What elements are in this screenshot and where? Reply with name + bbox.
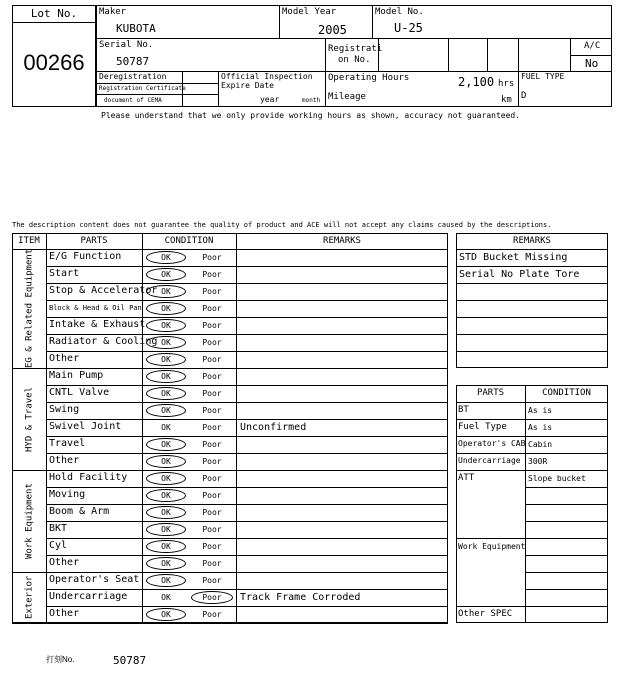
serial-value: 50787 bbox=[116, 55, 150, 68]
ok-selected-circle bbox=[146, 574, 186, 587]
poor-option[interactable]: Poor bbox=[202, 338, 222, 347]
col-remarks: REMARKS bbox=[323, 236, 361, 246]
part-label: Undercarriage bbox=[49, 591, 128, 602]
stamp-label: 打刻No. bbox=[46, 655, 75, 664]
ok-selected-circle bbox=[146, 557, 186, 570]
poor-option[interactable]: Poor bbox=[202, 508, 222, 517]
ok-selected-circle bbox=[146, 251, 186, 264]
part-label: Travel bbox=[49, 438, 86, 449]
divider bbox=[96, 83, 218, 84]
ok-selected-circle bbox=[146, 506, 186, 519]
poor-option[interactable]: Poor bbox=[202, 423, 222, 432]
divider bbox=[525, 521, 608, 522]
ac-label: A/C bbox=[584, 41, 601, 51]
col-item: ITEM bbox=[18, 236, 40, 246]
model-year-label: Model Year bbox=[282, 7, 337, 17]
serial-label: Serial No. bbox=[99, 40, 154, 50]
ok-option[interactable]: OK bbox=[161, 440, 171, 449]
ok-option[interactable]: OK bbox=[161, 338, 171, 347]
ok-selected-circle bbox=[146, 319, 186, 332]
ok-option[interactable]: OK bbox=[161, 287, 171, 296]
other-spec-label: Other SPEC bbox=[458, 609, 513, 619]
divider bbox=[456, 317, 608, 318]
poor-option[interactable]: Poor bbox=[202, 270, 222, 279]
divider bbox=[96, 38, 612, 39]
year-label: year bbox=[260, 95, 280, 104]
divider bbox=[46, 283, 448, 284]
divider bbox=[570, 38, 571, 71]
poor-option[interactable]: Poor bbox=[202, 406, 222, 415]
ok-selected-circle bbox=[146, 404, 186, 417]
lot-number: 00266 bbox=[23, 50, 85, 75]
divider bbox=[236, 233, 237, 623]
poor-option[interactable]: Poor bbox=[202, 491, 222, 500]
divider bbox=[12, 368, 448, 369]
model-no-value: U-25 bbox=[394, 21, 423, 35]
divider bbox=[372, 5, 373, 38]
ok-option[interactable]: OK bbox=[161, 457, 171, 466]
poor-option[interactable]: Poor bbox=[202, 440, 222, 449]
divider bbox=[46, 233, 47, 623]
poor-option[interactable]: Poor bbox=[202, 525, 222, 534]
divider bbox=[46, 538, 448, 539]
divider bbox=[456, 334, 608, 335]
divider bbox=[46, 419, 448, 420]
fuel-value: As is bbox=[528, 423, 553, 432]
ok-selected-circle bbox=[146, 336, 186, 349]
poor-option[interactable]: Poor bbox=[202, 287, 222, 296]
divider bbox=[456, 351, 608, 352]
poor-option[interactable]: Poor bbox=[202, 610, 222, 619]
cab-value: Cabin bbox=[528, 440, 553, 449]
divider bbox=[525, 572, 608, 573]
part-label: Start bbox=[49, 268, 80, 279]
inspection-label: Expire Date bbox=[221, 81, 274, 90]
part-label: Main Pump bbox=[49, 370, 104, 381]
poor-selected-circle bbox=[191, 591, 233, 604]
poor-option[interactable]: Poor bbox=[202, 593, 222, 602]
lot-label: Lot No. bbox=[30, 7, 78, 20]
ok-option[interactable]: OK bbox=[161, 270, 171, 279]
maker-label: Maker bbox=[99, 7, 127, 17]
part-label: Block & Head & Oil Pan bbox=[49, 304, 142, 312]
group-label: HYD & Travel bbox=[24, 386, 35, 452]
ok-selected-circle bbox=[146, 302, 186, 315]
fuel-type-value: D bbox=[521, 91, 527, 101]
divider bbox=[46, 266, 448, 267]
ok-selected-circle bbox=[146, 523, 186, 536]
divider bbox=[456, 538, 608, 539]
divider bbox=[46, 487, 448, 488]
ok-option[interactable]: OK bbox=[161, 576, 171, 585]
hours-notice: Please understand that we only provide working hours as shown, accuracy not guaranteed. bbox=[101, 111, 521, 120]
remarks-header: REMARKS bbox=[513, 236, 551, 246]
divider bbox=[46, 504, 448, 505]
att-label: ATT bbox=[458, 473, 475, 483]
att-value: Slope bucket bbox=[528, 474, 586, 483]
part-label: Other bbox=[49, 608, 80, 619]
remark-text: Unconfirmed bbox=[240, 422, 307, 433]
divider bbox=[12, 22, 96, 23]
operating-hours-label: Operating Hours bbox=[328, 73, 410, 83]
ok-selected-circle bbox=[146, 472, 186, 485]
col-parts: PARTS bbox=[80, 236, 108, 246]
ok-option[interactable]: OK bbox=[161, 406, 171, 415]
poor-option[interactable]: Poor bbox=[202, 355, 222, 364]
divider bbox=[46, 436, 448, 437]
poor-option[interactable]: Poor bbox=[202, 304, 222, 313]
ok-option[interactable]: OK bbox=[161, 423, 171, 432]
ok-option[interactable]: OK bbox=[161, 304, 171, 313]
work-equipment-label: Work Equipment bbox=[458, 542, 526, 551]
registration-label: Registrati bbox=[328, 44, 383, 54]
divider bbox=[525, 555, 608, 556]
divider bbox=[456, 436, 608, 437]
divider bbox=[46, 317, 448, 318]
month-label: month bbox=[302, 97, 321, 104]
divider bbox=[46, 402, 448, 403]
divider bbox=[46, 351, 448, 352]
km-unit: km bbox=[501, 95, 512, 105]
divider bbox=[46, 606, 448, 607]
ok-option[interactable]: OK bbox=[161, 253, 171, 262]
disclaimer: The description content does not guarantee the quality of product and ACE will not accept any claims caused by the descriptions. bbox=[12, 221, 552, 229]
divider bbox=[46, 334, 448, 335]
under-label: Undercarriage bbox=[458, 456, 521, 465]
remark-item: Serial No Plate Tore bbox=[459, 269, 580, 280]
maker-value: KUBOTA bbox=[116, 22, 156, 35]
ok-selected-circle bbox=[146, 540, 186, 553]
ac-value: No bbox=[585, 57, 599, 70]
fuel-label: Fuel Type bbox=[458, 422, 507, 432]
part-label: Swing bbox=[49, 404, 80, 415]
divider bbox=[325, 38, 326, 107]
part-label: Radiator & Cooling bbox=[49, 336, 158, 347]
ok-selected-circle bbox=[146, 353, 186, 366]
group-label: Work Equipment bbox=[24, 483, 35, 559]
ok-option[interactable]: OK bbox=[161, 321, 171, 330]
divider bbox=[12, 572, 448, 573]
divider bbox=[456, 470, 608, 471]
ok-selected-circle bbox=[146, 438, 186, 451]
divider bbox=[456, 453, 608, 454]
divider bbox=[456, 402, 608, 403]
ok-option[interactable]: OK bbox=[161, 559, 171, 568]
group-label: EG & Related Equipment bbox=[24, 248, 35, 369]
poor-option[interactable]: Poor bbox=[202, 389, 222, 398]
divider bbox=[456, 300, 608, 301]
remark-text: Track Frame Corroded bbox=[240, 592, 361, 603]
divider bbox=[46, 385, 448, 386]
part-label: Swivel Joint bbox=[49, 421, 122, 432]
bt-value: As is bbox=[528, 406, 553, 415]
divider bbox=[378, 38, 379, 71]
ok-option[interactable]: OK bbox=[161, 525, 171, 534]
divider bbox=[12, 623, 448, 624]
ok-option[interactable]: OK bbox=[161, 508, 171, 517]
mileage-label: Mileage bbox=[328, 92, 366, 102]
divider bbox=[456, 266, 608, 267]
part-label: Operator's Seat bbox=[49, 574, 140, 585]
ok-option[interactable]: OK bbox=[161, 542, 171, 551]
ok-selected-circle bbox=[146, 387, 186, 400]
divider bbox=[12, 470, 448, 471]
poor-option[interactable]: Poor bbox=[202, 372, 222, 381]
divider bbox=[456, 606, 608, 607]
part-label: CNTL Valve bbox=[49, 387, 110, 398]
model-year-value: 2005 bbox=[318, 23, 347, 37]
divider bbox=[96, 94, 218, 95]
remark-item: STD Bucket Missing bbox=[459, 252, 568, 263]
divider bbox=[518, 38, 519, 107]
ok-selected-circle bbox=[146, 489, 186, 502]
bt-label: BT bbox=[458, 405, 469, 415]
divider bbox=[525, 589, 608, 590]
divider bbox=[487, 38, 488, 71]
poor-option[interactable]: Poor bbox=[202, 457, 222, 466]
hrs-unit: hrs bbox=[498, 79, 515, 89]
divider bbox=[279, 5, 280, 38]
ok-selected-circle bbox=[146, 608, 186, 621]
col-condition: CONDITION bbox=[164, 236, 214, 246]
ok-selected-circle bbox=[146, 370, 186, 383]
stamp-value: 50787 bbox=[113, 654, 147, 667]
part-label: Moving bbox=[49, 489, 86, 500]
poor-option[interactable]: Poor bbox=[202, 559, 222, 568]
part-label: Intake & Exhaust bbox=[49, 319, 146, 330]
deregistration-label: Deregistration bbox=[99, 72, 167, 81]
ok-selected-circle bbox=[146, 268, 186, 281]
divider bbox=[525, 504, 608, 505]
poor-option[interactable]: Poor bbox=[202, 321, 222, 330]
part-label: Other bbox=[49, 455, 80, 466]
ok-option[interactable]: OK bbox=[161, 355, 171, 364]
part-label: Other bbox=[49, 353, 80, 364]
ok-selected-circle bbox=[146, 285, 186, 298]
divider bbox=[456, 283, 608, 284]
cab-label: Operator's CAB bbox=[458, 439, 526, 448]
part-label: BKT bbox=[49, 523, 68, 534]
divider bbox=[46, 589, 448, 590]
divider bbox=[570, 55, 612, 56]
spec-col-parts: PARTS bbox=[476, 388, 505, 398]
under-value: 300R bbox=[528, 457, 548, 466]
divider bbox=[456, 249, 608, 250]
divider bbox=[218, 71, 219, 107]
part-label: Stop & Accelerator bbox=[49, 285, 158, 296]
divider bbox=[46, 453, 448, 454]
divider bbox=[456, 419, 608, 420]
poor-option[interactable]: Poor bbox=[202, 542, 222, 551]
divider bbox=[46, 300, 448, 301]
ok-option[interactable]: OK bbox=[161, 610, 171, 619]
spec-col-condition: CONDITION bbox=[542, 388, 591, 398]
registration-label: on No. bbox=[338, 55, 371, 65]
group-label: Exterior bbox=[24, 575, 35, 620]
divider bbox=[46, 555, 448, 556]
poor-option[interactable]: Poor bbox=[202, 253, 222, 262]
divider bbox=[12, 249, 448, 250]
part-label: Cyl bbox=[49, 540, 68, 551]
divider bbox=[525, 487, 608, 488]
poor-option[interactable]: Poor bbox=[202, 474, 222, 483]
part-label: Boom & Arm bbox=[49, 506, 110, 517]
part-label: Other bbox=[49, 557, 80, 568]
ok-option[interactable]: OK bbox=[161, 474, 171, 483]
ok-option[interactable]: OK bbox=[161, 372, 171, 381]
inspection-label: Official Inspection bbox=[221, 72, 313, 81]
ok-selected-circle bbox=[146, 455, 186, 468]
ok-option[interactable]: OK bbox=[161, 491, 171, 500]
ok-option[interactable]: OK bbox=[161, 389, 171, 398]
part-label: Hold Facility bbox=[49, 472, 128, 483]
reg-certificate-label: Registration Certificate bbox=[99, 85, 186, 92]
model-no-label: Model No. bbox=[375, 7, 424, 17]
ok-option[interactable]: OK bbox=[161, 593, 171, 602]
part-label: E/G Function bbox=[49, 251, 122, 262]
fuel-type-label: FUEL TYPE bbox=[521, 72, 565, 81]
operating-hours-value: 2,100 bbox=[458, 75, 495, 89]
divider bbox=[46, 521, 448, 522]
cema-label: document of CEMA bbox=[104, 97, 162, 104]
divider bbox=[448, 38, 449, 71]
poor-option[interactable]: Poor bbox=[202, 576, 222, 585]
